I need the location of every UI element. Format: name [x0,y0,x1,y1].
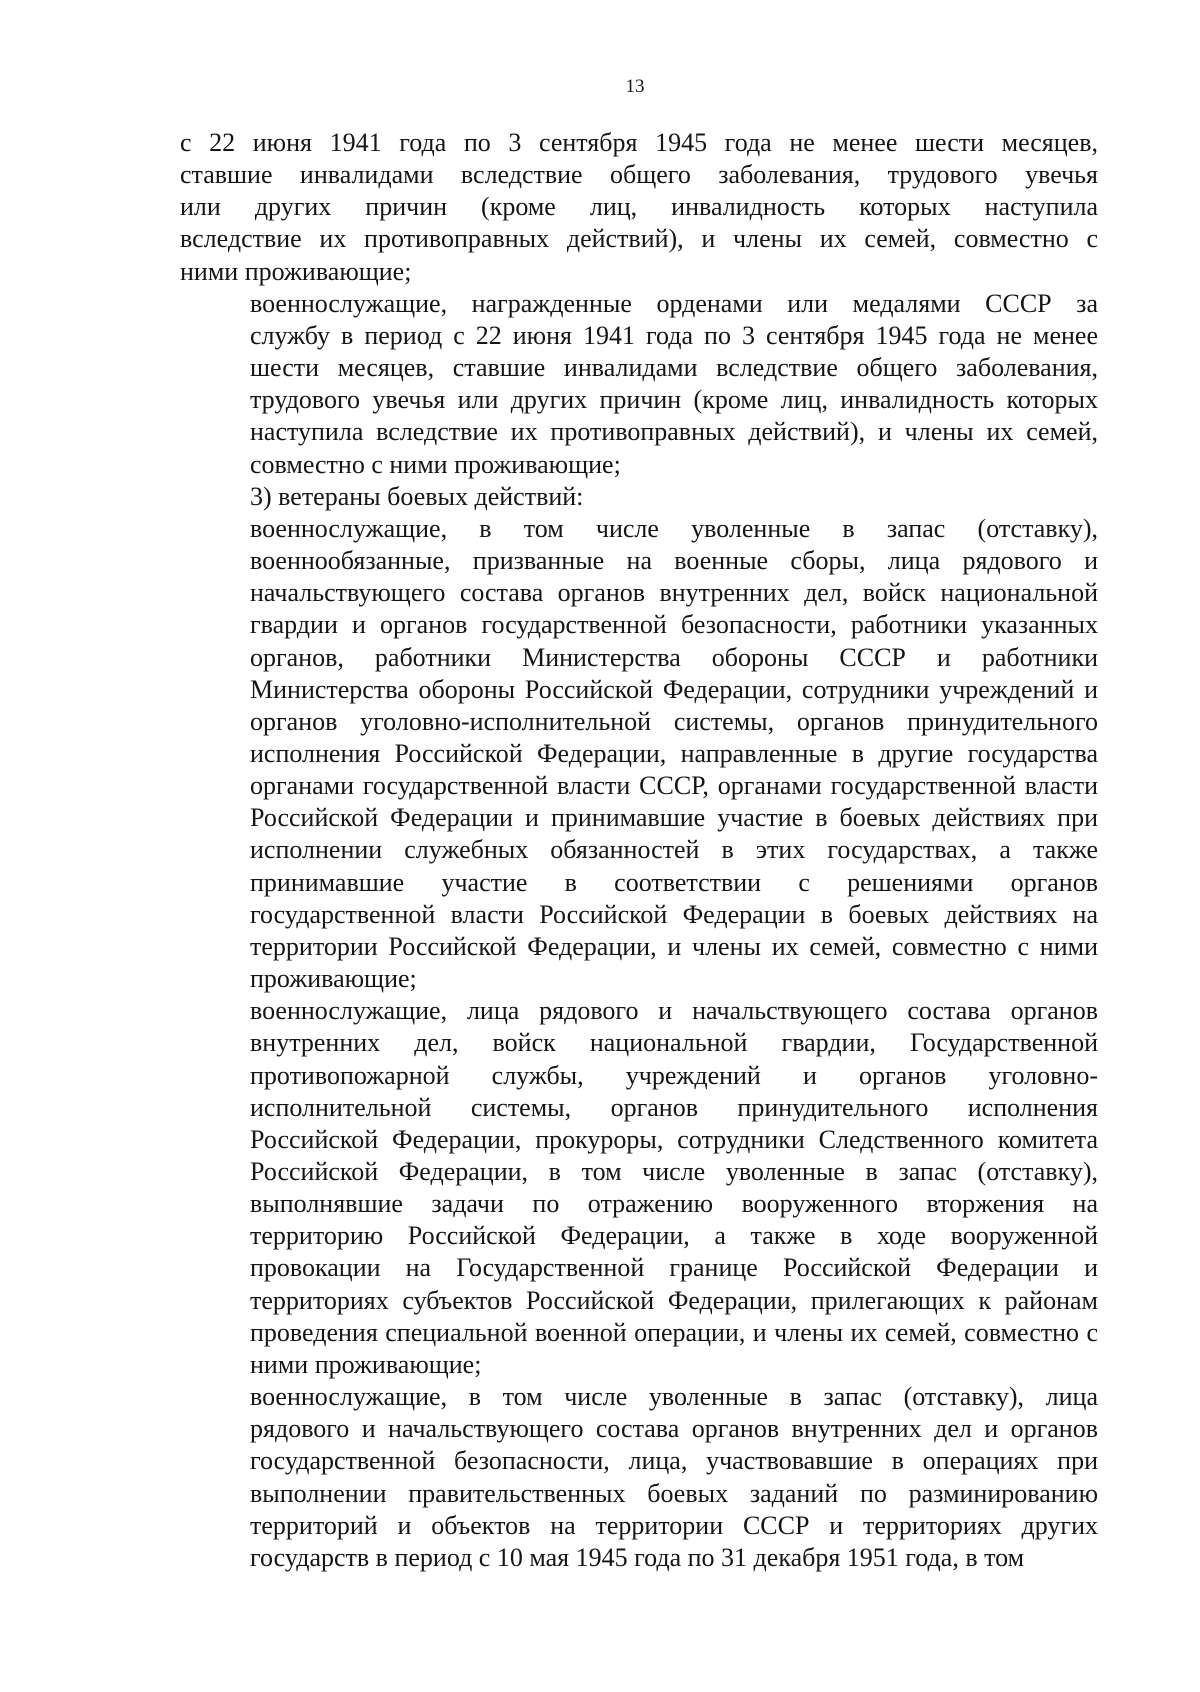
text-line: Российской Федерации и принимавшие участие в боевых действиях при [250,803,1098,833]
paragraph [180,995,1098,1381]
text-line: службу в период с 22 июня 1941 года по 3 сентября 1945 года не менее [250,320,1098,350]
text-line: вследствие их противоправных действий), и члены их семей, совместно с [180,224,1098,254]
text-line: ними проживающие; [180,256,412,286]
text-line: военнослужащие, награжденные орденами или медалями СССР за [250,288,1098,318]
text-line: исполнительной системы, органов принудительного исполнения [250,1092,1098,1122]
text-line: исполнения Российской Федерации, направленные в другие государства [250,738,1098,768]
text-line: принимавшие участие в соответствии с решениями органов [250,867,1098,897]
text-line: начальствующего состава органов внутренних дел, войск национальной [250,578,1098,608]
text-line: военнослужащие, в том числе уволенные в запас (отставку), [250,513,1098,543]
text-line: с 22 июня 1941 года по 3 сентября 1945 года не менее шести месяцев, [180,128,1098,157]
text-line: военнослужащие, лица рядового и начальствующего состава органов [250,996,1098,1026]
text-line: ними проживающие; [250,1349,482,1379]
text-line: или других причин (кроме лиц, инвалидность которых наступила [180,192,1098,222]
paragraph [180,127,1098,288]
text-line: противопожарной службы, учреждений и органов уголовно- [250,1060,1098,1090]
text-line: рядового и начальствующего состава органов внутренних дел и органов [250,1414,1098,1444]
text-line: проживающие; [250,964,417,994]
text-line: органами государственной власти СССР, органами государственной власти [250,771,1098,801]
text-line: Российской Федерации, в том числе уволенные в запас (отставку), [250,1157,1098,1186]
text-line: территориях субъектов Российской Федерации, прилегающих к районам [250,1285,1098,1315]
page-number: 13 [625,76,645,97]
paragraph [180,481,1098,513]
text-line: органов, работники Министерства обороны СССР и работники [250,642,1098,672]
paragraph [180,1381,1098,1574]
text-line: государственной власти Российской Федерации в боевых действиях на [250,899,1098,929]
text-line: органов уголовно-исполнительной системы, органов принудительного [250,706,1098,736]
text-line: территории Российской Федерации, и члены их семей, совместно с ними [250,931,1098,961]
text-line: гвардии и органов государственной безопасности, работники указанных [250,610,1098,640]
text-line: провокации на Государственной границе Российской Федерации и [250,1253,1098,1283]
text-line: внутренних дел, войск национальной гвардии, Государственной [250,1028,1098,1058]
text-line: военнообязанные, призванные на военные сборы, лица рядового и [250,546,1098,576]
text-line: трудового увечья или других причин (кроме лиц, инвалидность которых [250,385,1098,415]
text-line: Российской Федерации, прокуроры, сотрудники Следственного комитета [250,1124,1098,1154]
text-line: ставшие инвалидами вследствие общего заболевания, трудового увечья [180,160,1098,190]
text-line: Министерства обороны Российской Федерации, сотрудники учреждений и [250,674,1098,704]
text-line: 3) ветераны боевых действий: [250,481,584,511]
text-line: наступила вследствие их противоправных действий), и члены их семей, [250,417,1098,447]
text-line: проведения специальной военной операции, и члены их семей, совместно с [250,1317,1098,1347]
text-line: исполнении служебных обязанностей в этих государствах, а также [250,835,1098,865]
paragraph [180,513,1098,995]
text-line: военнослужащие, в том числе уволенные в запас (отставку), лица [250,1382,1098,1412]
text-line: территорий и объектов на территории СССР и территориях других [250,1510,1098,1540]
document-body [180,127,1098,1574]
text-line: государственной безопасности, лица, участвовавшие в операциях при [250,1446,1098,1476]
text-line: совместно с ними проживающие; [250,449,621,479]
text-line: выполнении правительственных боевых заданий по разминированию [250,1478,1098,1508]
text-line: шести месяцев, ставшие инвалидами вследствие общего заболевания, [250,353,1098,383]
text-line: территорию Российской Федерации, а также в ходе вооруженной [250,1221,1098,1251]
text-line: выполнявшие задачи по отражению вооруженного вторжения на [250,1189,1098,1219]
paragraph [180,288,1098,481]
text-line: государств в период с 10 мая 1945 года по 31 декабря 1951 года, в том [250,1542,1025,1572]
